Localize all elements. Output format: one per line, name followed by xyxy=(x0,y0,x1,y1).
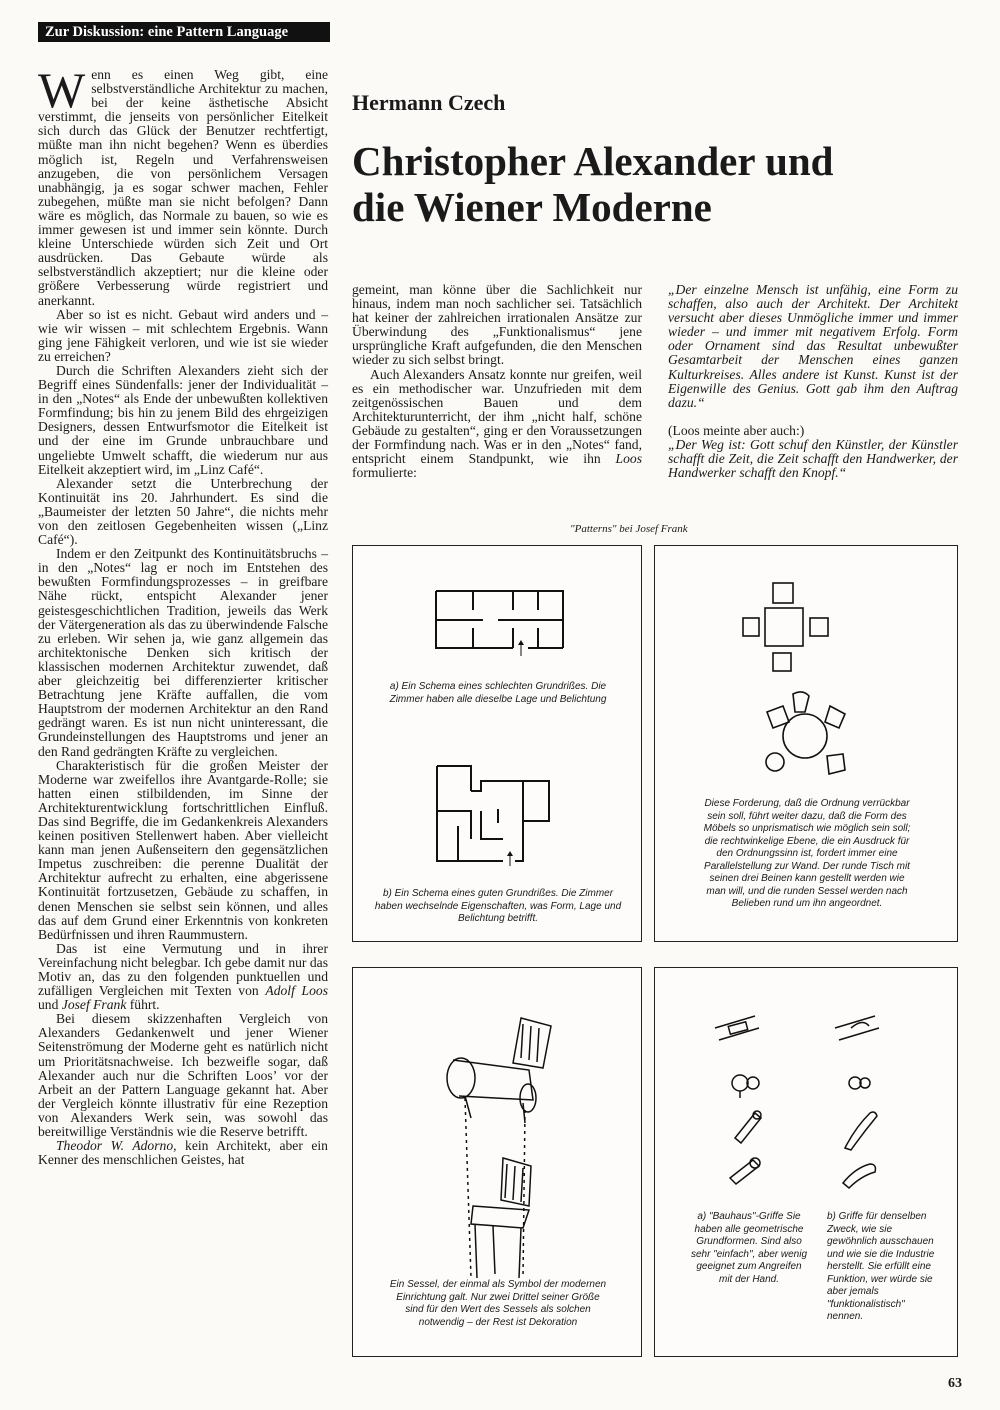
figure-tables xyxy=(654,545,958,942)
section-tag: Zur Diskussion: eine Pattern Language xyxy=(38,22,330,42)
name-frank: Josef Frank xyxy=(61,997,127,1013)
loos-aside: (Loos meinte aber auch:) xyxy=(668,422,805,438)
col2-p2-end: formulierte: xyxy=(352,465,417,481)
name-loos-2: Loos xyxy=(615,451,642,467)
bad-floorplan-diagram xyxy=(353,576,643,686)
industry-handles-sketch xyxy=(815,988,965,1208)
square-table-diagram xyxy=(655,578,959,678)
round-table-diagram xyxy=(655,684,959,794)
paragraph-1 xyxy=(38,62,328,308)
p7-end: führt. xyxy=(126,997,160,1013)
handles-caption-b: b) Griffe für denselben Zweck, wie sie gewöhnlich ausschauen und wie sie die Industrie herstellt. Sie erfüllt eine Funktion, wer würde sie aber jemals "funktionalistisch" nennen. xyxy=(827,1211,935,1322)
bauhaus-handles-sketch xyxy=(685,988,835,1208)
paragraph-5: Indem er den Zeitpunkt des Kontinuitätsbruchs – in den „Notes“ lag er noch im Entstehen des bewußten Formfindungsprozesses – in greifbare Nähe rückt, entspicht Alexander jener geistesgeschichtlichen Tradition, jeweils das Werk der Vätergeneration als das zu überwindende Falsche zu erleben. Wir sehen ja, wie ganz allgemein das architektonische Denken sich kritisch der klassischen modernen Architektur zuwendet, daß aber gleichzeitig bei differenzierter kritischer Betrachtung jene Kräfte auffallen, die vom Hauptstrom der modernen Architektur an den Rand gedrängt waren. Es ist nun nicht uninteressant, die Grundeinstellungen des Hauptstroms und jener an den Rand gedrängten Kräfte zu vergleichen. xyxy=(38,546,328,759)
author: Hermann Czech xyxy=(352,90,506,115)
paragraph-1-text: enn es einen Weg gibt, eine selbstverständliche Architektur zu machen, bei der keine ästhetische Absicht verstimmt, die jenseits von persönlicher Eitelkeit sich durch das Glück der Benutzer rechtfertigt, müßte man ihn nicht begehen? Wenn es überdies möglich ist, Regeln und Verfahrensweisen anzugeben, die von persönlichem Versagen unabhängig, ja es sogar schwer machen, Fehler zubegehen, müßte man sie nicht befolgen? Dann wäre es möglich, das Normale zu bauen, so wie es immer gewesen ist und immer sein könnte. Durch kleine Unterschiede würden sich Zeit und Ort ausdrücken. Das Gebaute würde als selbstverständlich akzeptiert; nur die kleine oder größere Verbesserung würde registriert und anerkannt. xyxy=(38,67,328,308)
loos-quote-1: „Der einzelne Mensch ist unfähig, eine Form zu schaffen, also auch der Architekt. Der Architekt versucht aber dieses Unmögliche immer und immer wieder – und immer mit negativem Erfolg. Form oder Ornament sind das Resultat unbewußter Gesamtarbeit der Menschen eines ganzen Kulturkreises. Alles andere ist Kunst. Kunst ist der Eigenwille des Genius. Gott gab ihm den Auftrag dazu.“ xyxy=(668,282,958,410)
floorplan-caption-b: b) Ein Schema eines guten Grundrißes. Die Zimmer haben wechselnde Eigenschaften, was Form, Lage und Belichtung betrifft. xyxy=(374,888,622,924)
figure-floor-plans xyxy=(352,545,642,942)
loos-quote-2: „Der Weg ist: Gott schuf den Künstler, der Künstler schafft die Zeit, die Zeit schafft den Handwerker, der Handwerker schafft den Knopf.“ xyxy=(668,436,958,481)
paragraph-9 xyxy=(38,1139,328,1167)
chair-sketch xyxy=(353,978,643,1278)
name-loos: Adolf Loos xyxy=(265,983,328,999)
p9-text: , kein Architekt, aber ein Kenner des menschlichen Geistes, hat xyxy=(38,1138,328,1168)
column-1 xyxy=(38,62,328,1168)
handles-caption-a: a) "Bauhaus"-Griffe Sie haben alle geometrische Grundformen. Sind also sehr "einfach", aber wenig geeignet zum Angreifen mit der Hand. xyxy=(690,1211,808,1285)
floorplan-caption-a: a) Ein Schema eines schlechten Grundrißes. Die Zimmer haben alle dieselbe Lage und Belichtung xyxy=(389,681,607,705)
name-adorno: Theodor W. Adorno xyxy=(56,1138,174,1154)
figures-heading: "Patterns" bei Josef Frank xyxy=(570,523,688,535)
paragraph-6: Charakteristisch für die großen Meister der Moderne war zweifellos ihre Avantgarde-Rolle; sie hatten einen stilbildenden, im Sinne der Architekturentwicklung fortschrittlichen Einfluß. Das sind Begriffe, die im Gedankenkreis Alexanders keinen positiven Stellenwert haben. Aber vielleicht kann man jenen Außenseitern den gegensätzlichen Impetus zuschreiben: die perenne Dualität der Architektur aufrecht zu erhalten, eine abgerissene Kontinuität fortzusetzen, Gebäude zu schaffen, in denen Menschen sie selbst sein können, und alles das auf dem Grund einer Erkenntnis von konkreten Bedürfnissen und ihren Raummustern. xyxy=(38,757,328,942)
title-line-1: Christopher Alexander und xyxy=(352,138,834,184)
title-line-2: die Wiener Moderne xyxy=(352,184,712,230)
p7-text: Das ist eine Vermutung und in ihrer Vereinfachung nicht belegbar. Ich gebe damit nur das Motiv an, das zu den folgenden punktuellen und zufälligen Vergleichen mit Texten von xyxy=(38,940,328,999)
col2-paragraph-2 xyxy=(352,368,642,481)
figure-chair xyxy=(352,967,642,1357)
paragraph-3: Durch die Schriften Alexanders zieht sich der Begriff eines Sündenfalls: jener der Individualität – in den „Notes“ als Ende der unbewußten kollektiven Formfindung; bis hin zu jenem Bild des ehrgeizigen Designers, dessen Entwurfsmotor die Eitelkeit ist und der eine im Grunde unbrauchbare und ungeliebte Umwelt schafft, die wiederum nur aus Eitelkeit akzeptiert wird, im „Linz Café“. xyxy=(38,362,328,477)
col2-p2-text: Auch Alexanders Ansatz konnte nur greifen, weil es ein methodischer war. Unzufrieden mit dem zeitgenössischen Bauen und dem Architekturunterricht, der ihm „nicht half, schöne Gebäude zu gestalten“, ging er den Voraussetzungen der Formfindung nach. Was er in den „Notes“ fand, entspricht einem Standpunkt, wie ihn xyxy=(352,366,642,467)
tables-caption: Diese Forderung, daß die Ordnung verrückbar sein soll, führt weiter dazu, daß die Form des Möbels so unprismatisch wie möglich sein soll; die rechtwinkelige Ebene, die ein Ausdruck für den Ordnungssinn ist, fordert immer eine Parallelstellung zur Wand. Der runde Tisch mit seinen drei Beinen kann gestellt werden wie man will, und die runden Sessel werden nach Belieben rund um ihn angeordnet. xyxy=(703,798,911,909)
figure-handles xyxy=(654,967,958,1357)
paragraph-4: Alexander setzt die Unterbrechung der Kontinuität ins 20. Jahrhundert. Es sind die „Baumeister der letzten 50 Jahre“, die nichts mehr von den zeitlosen Gegebenheiten wissen („Linz Café“). xyxy=(38,475,328,548)
col2-paragraph-1: gemeint, man könne über die Sachlichkeit nur hinaus, indem man noch sachlicher sei. Tatsächlich hat keiner der zahlreichen irrationalen Ansätze zur Überwindung des „Funktionalismus“ jene ursprüngliche Kraft aufgefunden, die den Menschen wieder zu sich selbst bringt. xyxy=(352,282,642,368)
p7-und: und xyxy=(38,997,62,1013)
chair-caption: Ein Sessel, der einmal als Symbol der modernen Einrichtung galt. Nur zwei Drittel seiner Größe sind für den Wert des Sessels als solchen notwendig – der Rest ist Dekoration xyxy=(389,1279,607,1328)
paragraph-7 xyxy=(38,942,328,1012)
page-number: 63 xyxy=(948,1376,962,1391)
article-title xyxy=(352,138,952,230)
good-floorplan-diagram xyxy=(353,761,643,881)
column-2 xyxy=(352,283,642,480)
drop-cap: W xyxy=(38,62,86,118)
paragraph-2: Aber so ist es nicht. Gebaut wird anders und – wie wir wissen – mit schlechtem Ergebnis. Wann ging jene Fähigkeit verloren, und wie ist sie wieder zu erreichen? xyxy=(38,306,328,364)
column-3 xyxy=(668,283,958,480)
paragraph-8: Bei diesem skizzenhaften Vergleich von Alexanders Gedankenwelt und jener Wiener Seitenströmung der Moderne geht es natürlich nicht um Prioritätsnachweise. Ich bezweifle sogar, daß Alexander auch nur die Schriften Loos’ vor der Arbeit an der Pattern Language gekannt hat. Aber der Vergleich könnte illustrativ für eine Rezeption von Alexanders Werk sein, was sowohl das bereitwillige Verständnis wie die Reserve betrifft. xyxy=(38,1011,328,1140)
